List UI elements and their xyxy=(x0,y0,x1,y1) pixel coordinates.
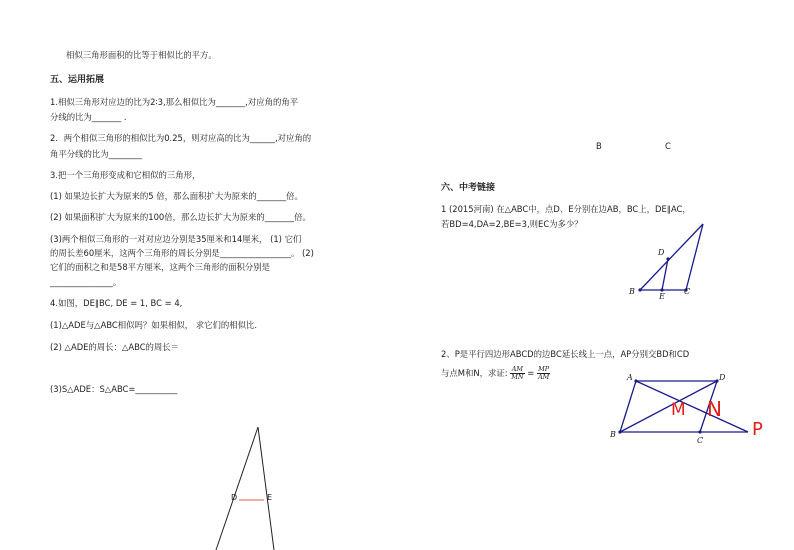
fraction-denominator: AM xyxy=(537,373,550,382)
label-e: E xyxy=(267,493,273,502)
fraction-numerator: MP xyxy=(538,365,550,373)
fig1-label-e: E xyxy=(659,292,665,301)
question-3-part-3-line-3: 它们的面积之和是58平方厘米，这两个三角形的面积分别是 xyxy=(50,262,271,272)
question-4-part-3: (3)S△ADE：S△ABC=__________ xyxy=(50,384,178,394)
fraction-denominator: MN xyxy=(511,373,524,382)
question-3-part-1: (1) 如果边长扩大为原来的5 倍，那么面积扩大为原来的_______倍。 xyxy=(50,191,303,201)
question-4-part-2: (2) △ADE的周长：△ABC的周长＝ xyxy=(50,342,180,352)
handwritten-label-p: P xyxy=(752,419,763,440)
fig2-label-b: B xyxy=(610,430,616,439)
stray-label-b: B xyxy=(596,141,602,151)
fig1-label-c: C xyxy=(684,287,691,296)
question-3: 3.把一个三角形变成和它相似的三角形， xyxy=(50,170,201,180)
question-2-line-2: 角平分线的比为________ xyxy=(50,149,143,159)
section5-title: 五、运用拓展 xyxy=(50,75,105,85)
question-4-part-1: (1)△ADE与△ABC相似吗？如果相似， 求它们的相似比. xyxy=(50,320,258,330)
fig1-label-b: B xyxy=(629,287,635,296)
question-2-line-1: 2．两个相似三角形的相似比为0.25，则对应高的比为______,对应角的 xyxy=(50,133,312,143)
question-3-part-3-line-2: 的周长差60厘米，这两个三角形的周长分别是_________________。 (2) xyxy=(50,248,314,258)
problem-2-line-1: 2、P是平行四边形ABCD的边BC延长线上一点，AP分别交BD和CD xyxy=(441,349,690,359)
problem-2-line-2-text: 与点M和N，求证: xyxy=(441,368,508,379)
equals-sign: = xyxy=(527,368,535,379)
question-4: 4.如图，DE∥BC, DE = 1, BC = 4, xyxy=(50,298,183,308)
question-1-line-2: 分线的比为_______ . xyxy=(50,112,127,122)
intro-text: 相似三角形面积的比等于相似比的平方。 xyxy=(66,50,217,60)
fraction-numerator: AM xyxy=(511,365,524,373)
question-3-part-3-line-1: (3)两个相似三角形的一对对应边分别是35厘米和14厘米， (1) 它们 xyxy=(50,234,302,244)
problem-1-line-1: 1 (2015河南) 在△ABC中，点D、E分别在边AB，BC上，DE∥AC， xyxy=(441,204,691,214)
fig2-label-a: A xyxy=(627,373,633,382)
section6-title: 六、中考链接 xyxy=(441,183,496,193)
stray-label-c: C xyxy=(665,141,671,151)
fig1-label-d: D xyxy=(658,248,665,257)
question-3-part-2: (2) 如果面积扩大为原来的100倍，那么边长扩大为原来的_______倍。 xyxy=(50,212,311,222)
label-d: D xyxy=(231,493,238,502)
handwritten-label-m: M xyxy=(671,400,686,420)
question-3-part-3-line-4: _______________。 xyxy=(50,277,122,287)
fig2-label-d: D xyxy=(719,373,726,382)
question-1-line-1: 1.相似三角形对应边的比为2∶3,那么相似比为_______,对应角的角平 xyxy=(50,97,299,107)
fig2-label-c: C xyxy=(697,436,704,445)
problem-1-line-2: 若BD=4,DA=2,BE=3,则EC为多少？ xyxy=(441,219,583,229)
handwritten-label-n: N xyxy=(707,397,722,421)
